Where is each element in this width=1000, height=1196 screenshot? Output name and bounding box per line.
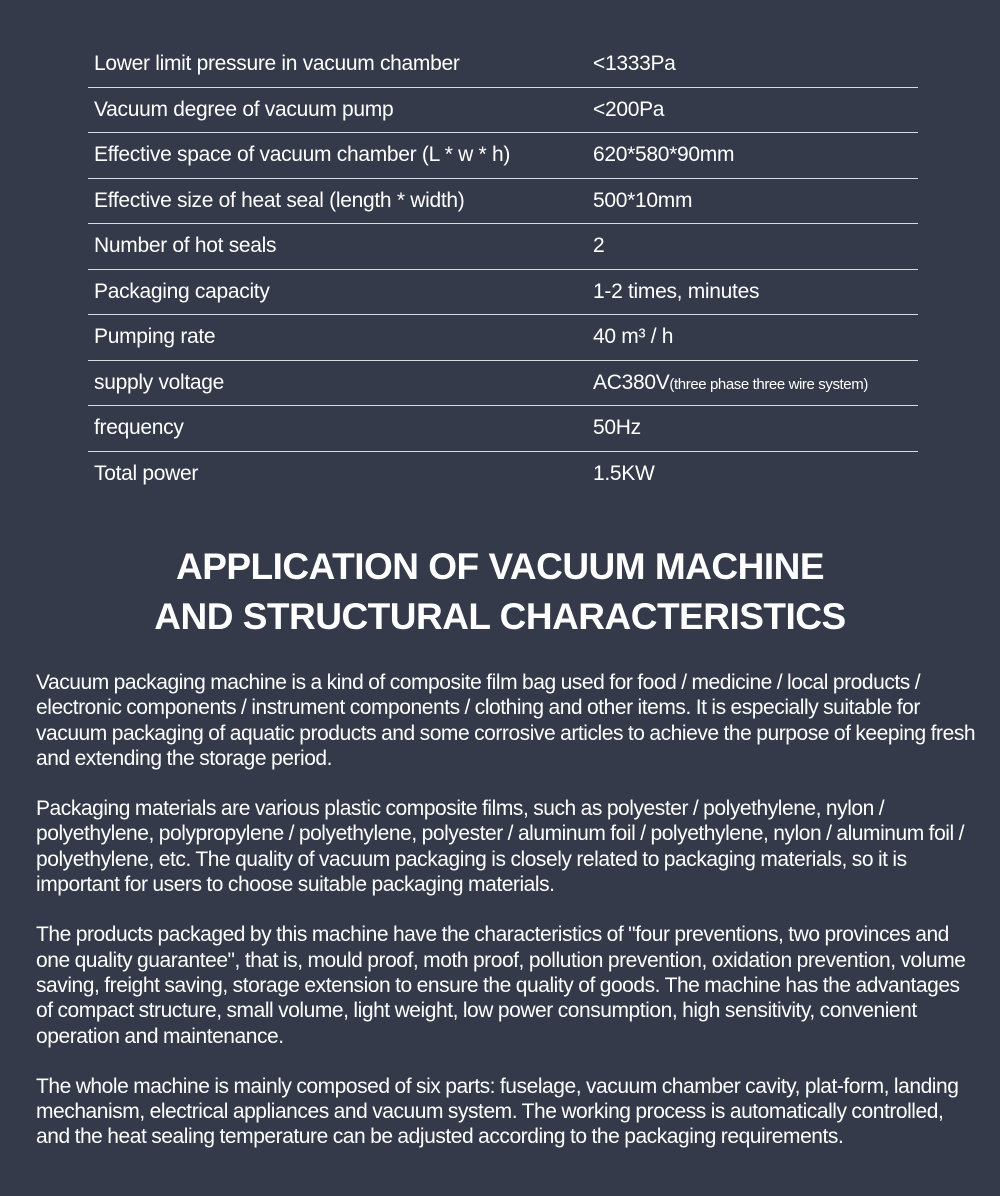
spec-row (88, 452, 918, 498)
spec-value-main: 2 (593, 234, 605, 258)
spec-label: Lower limit pressure in vacuum chamber (94, 52, 460, 76)
spec-row (88, 361, 918, 407)
section-heading (0, 542, 1000, 642)
spec-value-main: <200Pa (593, 97, 665, 121)
spec-row (88, 315, 918, 361)
spec-value (593, 371, 868, 395)
spec-value (593, 234, 604, 258)
spec-label: frequency (94, 416, 184, 440)
spec-label: Effective size of heat seal (length * width) (94, 188, 465, 212)
spec-value (593, 143, 734, 167)
paragraph-application: Vacuum packaging machine is a kind of composite film bag used for food / medicine / local products / electronic components / instrument components / clothing and other items. It is especially suitable for vacuum packaging of aquatic products and some corrosive articles to achieve the purpose of keeping fresh and extending the storage period. (36, 671, 976, 770)
spec-row (88, 406, 918, 452)
spec-value-note: (three phase three wire system) (669, 375, 868, 393)
spec-value (593, 189, 692, 213)
spec-row (88, 224, 918, 270)
spec-value-main: <1333Pa (593, 52, 676, 76)
spec-label: Total power (94, 462, 199, 486)
spec-label: Pumping rate (94, 325, 216, 349)
spec-value-main: 1-2 times, minutes (593, 279, 760, 303)
section-heading-line-1: APPLICATION OF VACUUM MACHINE (175, 546, 825, 587)
spec-value-main: 50Hz (593, 416, 641, 440)
spec-value-main: 1.5KW (593, 462, 655, 486)
spec-label: Effective space of vacuum chamber (L * w * h) (94, 143, 511, 167)
spec-value-main: 620*580*90mm (593, 143, 735, 167)
spec-table (88, 42, 918, 497)
spec-value-main: AC380V (593, 370, 670, 394)
spec-value (593, 416, 641, 440)
spec-row (88, 42, 918, 88)
spec-value (593, 98, 664, 122)
spec-value-main: 500*10mm (593, 188, 693, 212)
spec-label: Packaging capacity (94, 279, 270, 303)
spec-row (88, 179, 918, 225)
spec-row (88, 270, 918, 316)
paragraph-materials: Packaging materials are various plastic composite films, such as polyester / polyethylene, nylon / polyethylene, polypropylene / polyethylene, polyester / aluminum foil / polyethylene, nylon / aluminum foil / polyethylene, etc. The quality of vacuum packaging is closely related to packaging materials, so it is important for users to choose suitable packaging materials. (36, 797, 964, 897)
spec-row (88, 88, 918, 134)
description-body (36, 670, 976, 1175)
spec-value (593, 52, 676, 76)
spec-value (593, 325, 673, 349)
spec-label: Number of hot seals (94, 234, 277, 258)
paragraph-characteristics: The products packaged by this machine have the characteristics of "four preventions, two provinces and one quality guarantee", that is, mould proof, moth proof, pollution prevention, oxidation prevention, volume saving, freight saving, storage extension to ensure the quality of goods. The machine has the advantages of compact structure, small volume, light weight, low power consumption, high sensitivity, convenient operation and maintenance. (36, 923, 966, 1048)
spec-value (593, 462, 655, 486)
spec-value (593, 280, 759, 304)
spec-value-main: 40 m³ / h (593, 325, 674, 349)
section-heading-line-2: AND STRUCTURAL CHARACTERISTICS (154, 596, 846, 637)
spec-label: supply voltage (94, 370, 225, 394)
paragraph-structure: The whole machine is mainly composed of six parts: fuselage, vacuum chamber cavity, plat-form, landing mechanism, electrical appliances and vacuum system. The working process is automatically controlled, and the heat sealing temperature can be adjusted according to the packaging requirements. (36, 1074, 959, 1149)
spec-row (88, 133, 918, 179)
spec-label: Vacuum degree of vacuum pump (94, 97, 394, 121)
